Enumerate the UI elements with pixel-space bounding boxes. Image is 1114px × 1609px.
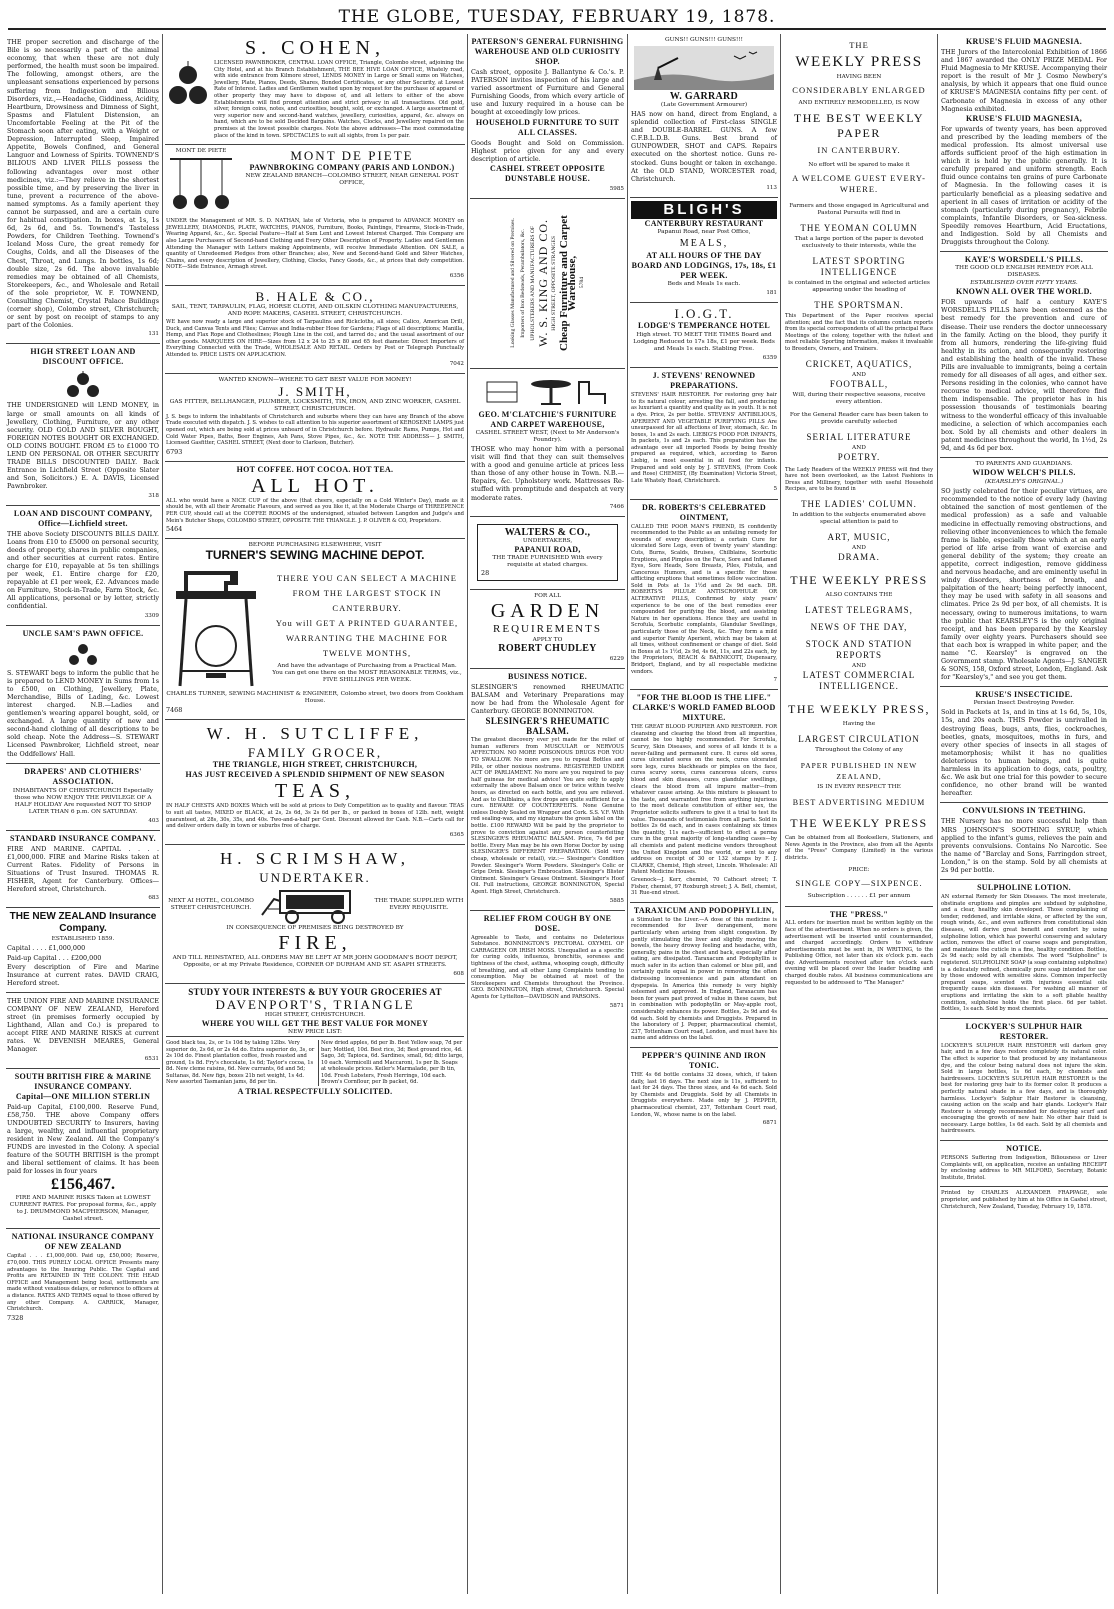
ad-subtitle: Persian Insect Destroying Powder. bbox=[973, 700, 1075, 707]
ad-title: WALTERS & CO., bbox=[504, 526, 591, 538]
stevens-ad bbox=[630, 368, 778, 499]
ad-title: THE WEEKLY PRESS bbox=[790, 815, 928, 830]
ad-title: KRUSE'S FLUID MAGNESIA. bbox=[965, 37, 1083, 46]
ad-body: THE above Society DISCOUNTS BILLS DAILY. Loans from £10 to £5000 on personal security, deeds of property, shares in public companies, and other securities at current rates. Entire charge for £10, repayable at 5s ten shillings per week, £1. Entire charge for £20, repayable at £1 per week, £2. Advances made on Furniture, Stock-in-Trade, Farm Stock, &c. All applications, personal or by letter, strictly confidential. bbox=[7, 529, 159, 611]
bligh-ad bbox=[630, 198, 778, 303]
ad-body: Agreeable to Taste, and contains no Deleterious Substance. BONNINGTON'S PECTORAL OXYMEL OF CARRAGEEN OR IRISH MOSS. Unequalled as a specific for curing colds, influenza, bronchitis, soreness and tightness of the chest, asthma, whooping cough, difficulty of breathing, and all other Lung Complaints tending to consumption. May be obtained at most of the Storekeepers and Chemists throughout the Province. GEO. BONNINGTON, High street, Christchurch. Special Agents for Lyttelton—DAVIDSON and PARSONS. bbox=[471, 934, 624, 1000]
ad-body: ALL who would have a NICE CUP of the above (that cheers, especially on a Cold Winter's Day), made as it should be, with all their Aromatic Flavours, and served as you like it, at the Moderate Charge of THREEPENCE PER CUP, should call at the COFFEE ROOMS of the undersigned, situated between Langdon and Judge's and Mein's Butcher Shops, COLOMBO STREET, OPPOSITE THE TRIANGLE. J. P. OLIVER & CO, Proprietors. bbox=[166, 497, 464, 524]
ad-title: SLESINGER'S RHEUMATIC BALSAM. bbox=[485, 716, 610, 737]
ad-line: TWELVE MONTHS, bbox=[322, 647, 412, 658]
ad-line: Throughout the Colony of any bbox=[815, 746, 903, 753]
uncle-sams-ad bbox=[6, 626, 160, 764]
king-ad bbox=[470, 199, 625, 369]
ad-body: Paid-up Capital, £100,000. Reserve Fund, £58,750. THE above Company offers UNDOUBTED SECURITY to Insurers, having a large, wealthy, and influential proprietary resident in New Zealand. All the Company's FUNDS are invested in the Colony. A special feature of the SOUTH BRITISH is the prompt and liberal settlement of claims. It has been paid for losses in four years bbox=[7, 1102, 159, 1176]
kruse-insecticide-ad bbox=[940, 687, 1108, 803]
ad-body: STEVENS' HAIR RESTORER. For restoring grey hair to its natural colour, arresting the fall, and producing as luxuriant a quantity and quality as in youth. It is not a dye. Price, 2s per bottle. STEVENS' ANTIBILIOUS, APERIENT AND VEGETABLE PURIFYING PILLS Are unsurpassed for all affections of liver, stomach, &c. In boxes, 1s and 2s each. LIEBIG'S FOOD FOR INFANTS, In packets, 1s and 2s each. This preparation has the advantage over all imported Foods by being freshly prepared as required, which, according to Baron Liebig, is most essential in all food for infants. Prepared and sold only by J. STEVENS, (From Cook and Rose) CHEMIST, (By Examination) Victoria Street, Late Whately Road, Christchurch. bbox=[631, 392, 777, 484]
price-list: New dried apples, 6d per lb. Best Yellow soap, 7d per bar; Mottled, 10d. Best rice, 3d; Best ground rice, 4d. Sago, 3d; Tapioca, 6d. Sardines, small, 6d; ditto large, 10 each. Vermicelli and Maccaroni, 1s per lb. Soaps at wholesale prices. Keiler's Marmalade, per lb tin, 10d. Fresh Lobsters, Fresh Herrings, 10d each. Brown's Cornflour, per lb packet, 6d. bbox=[318, 1040, 464, 1086]
column-2 bbox=[165, 34, 465, 1594]
ad-title: BUSINESS NOTICE. bbox=[507, 671, 588, 681]
pawn-balls-icon bbox=[66, 641, 100, 667]
ad-subtitle: PAWNBROKING COMPANY (PARIS AND LONDON.) bbox=[249, 163, 455, 173]
ad-subtitle: KNOWN ALL OVER THE WORLD. bbox=[956, 287, 1092, 297]
pawn-balls-icon bbox=[63, 369, 103, 399]
ad-title: LOAN AND DISCOUNT COMPANY, Office—Lichfield street. bbox=[13, 508, 153, 528]
ad-subtitle: PAPANUI ROAD, bbox=[514, 544, 581, 554]
walters-ad bbox=[470, 517, 625, 590]
ad-title: DRAPERS' AND CLOTHIERS' ASSOCIATION. bbox=[24, 766, 142, 786]
ad-body: This Department of the Paper receives special attention; and the fact that its columns contain reports from its special correspondents of all the principal Race Meetings of the colony, together with the fullest and most reliable Sporting information, makes it invaluable to Breeders, Owners, and Trainers. bbox=[785, 313, 933, 352]
ad-number: 5885 bbox=[609, 897, 624, 904]
ad-line: IN CANTERBURY. bbox=[817, 145, 901, 155]
hale-ad bbox=[165, 286, 465, 374]
column-rule bbox=[780, 34, 781, 1594]
ad-line: NEXT AI HOTEL, COLOMBO STREET CHRISTCHURCH. bbox=[168, 897, 254, 911]
ad-body: THE Nursery has no more successful help than MRS JOHNSON'S SOOTHING SYRUP, which applied to the infant's gums, relieves the pain and prevents convulsions. Contains No Narcotic. See the name of "Barclay and Sons, Farringdon street, London," is on the stamp. Sold by all chemists at 2s 9d per bottle. bbox=[941, 817, 1107, 874]
ad-body: J. S. begs to inform the inhabitants of Christchurch and suburbs where they can have any Branch of the above Trade executed with dispatch. J. S. wishes to call attention to his superior assortment of KEROSENE LAMPS just opened out, which are being sold at prices unheard of in Christchurch before. Hydraulic Rams, Pumps, Hot and Cold Water Pipes, Baths, Beer Engines, Ash Pans, Stove Pipes, &c., &c. NOTE THE ADDRESS— J. SMITH, Licensed Gasfitter, CASHEL STREET, (Next door to Clarkson, Butcher). bbox=[166, 413, 464, 447]
ad-body: WE have now ready a large and superior stock of Tarpaulins and Rickcloths, all sizes; Calico, American Drill, Duck, and Canvas Tents and Flies; Canvas and India-rubber Hose for Gardens; Flags of all descriptions; Manilla, Hemp, and Flax Rope and Clotheslines; Plough Line in the coil, and tarred do.; and the usual assortment of our other goods. MARQUEES ON HIRE—Sizes from 12 x 24 to 25 x 80 and 65 feet diameter. Direct Importers of Everything Connected with the Trade, WHOLESALE AND RETAIL. Orders by Post or Telegraph Punctually Attended to. PRICE LISTS ON APPLICATION. bbox=[166, 319, 464, 359]
price-list: Good black tea, 2s, or 1s 10d by taking 12lbs. Very superior do, 2s 6d, or 2s 4d do. Extra superior do, 3s, or 2s 10d do. Finest plantation coffee, fresh roasted and ground, 1s 8d. Fry's chocolate, 1s 6d; Taylor's cocoa, 1s 8d. New cleme raisins, 6d. New currants, 6d and 5d; Sultanas, 8d. New figs, boxes 21b net weight, 1s 4d. New assorted Tasmanian jams, 8d per tin. bbox=[166, 1039, 315, 1086]
hearse-icon bbox=[260, 885, 370, 925]
bonnington-cough-ad bbox=[470, 911, 625, 1015]
ad-title: NOTICE. bbox=[1006, 1144, 1042, 1154]
ad-line: FOOTBALL, bbox=[829, 378, 889, 389]
ad-title: W. GARRARD bbox=[669, 91, 739, 102]
ad-title: W. S. KING AND CO. bbox=[536, 218, 551, 347]
ad-footer: CHARLES TURNER, SEWING MACHINIST & ENGINEER, Colombo street, two doors from Cookham House. bbox=[166, 691, 464, 705]
south-british-ad bbox=[6, 1069, 160, 1230]
ad-body: ALL orders for insertion must be written legibly on the face of the advertisement. When no orders is given, the advertisement will be inserted until countermanded, and charged accordingly. Orders to withdraw advertisements must be sent in, IN WRITING, to the Publishing Office, not later than six o'clock p.m. each day. Advertisements received after ten o'clock each evening will be placed over the leader heading and charged double rates. All business communications are requested to be addressed to "The Manager." bbox=[785, 920, 933, 986]
ad-line: Paid-up Capital . . . £200,000 bbox=[7, 953, 102, 962]
ad-line: HIGH STREET, OPPOSITE STRANGES bbox=[550, 235, 557, 331]
ad-number: 181 bbox=[766, 289, 777, 296]
ad-line: POETRY. bbox=[837, 451, 881, 462]
ad-number: 608 bbox=[453, 970, 464, 977]
ad-line: Farmers and those engaged in Agricultural and Pastoral Pursuits will find in bbox=[789, 203, 929, 216]
ad-line: AND ENTIRELY REMODELLED, IS NOW bbox=[798, 100, 920, 106]
slesinger-ad bbox=[470, 669, 625, 911]
all-hot-ad bbox=[165, 462, 465, 539]
ad-line: ALSO CONTAINS THE bbox=[825, 591, 893, 598]
ad-title: S. COHEN, bbox=[244, 37, 385, 59]
pawn-balls-icon bbox=[166, 59, 210, 109]
ad-number: 7468 bbox=[166, 706, 183, 715]
sewing-machine-icon bbox=[166, 561, 266, 691]
ad-number: 7466 bbox=[609, 503, 624, 510]
ad-subtitle: NEW ZEALAND BRANCH—COLOMBO STREET, NEAR GENERAL POST OFFICE, bbox=[245, 173, 459, 187]
ad-line: LARGEST CIRCULATION bbox=[798, 733, 920, 744]
cohen-ad bbox=[165, 34, 465, 145]
printer-imprint: Printed by CHARLES ALEXANDER FRAPPAGE, sole proprietor, and published by him at his Office in Cashel street, Christchurch, New Zealand, Tuesday, February 19, 1878. bbox=[941, 1190, 1107, 1210]
ad-line: IS IN EVERY RESPECT THE bbox=[817, 783, 901, 790]
kruse-magnesia-ad bbox=[940, 34, 1108, 252]
ad-subtitle: UNDERTAKERS, bbox=[522, 537, 573, 544]
ad-line: CRICKET, AQUATICS, bbox=[805, 358, 913, 369]
ad-title: FIRE, bbox=[278, 931, 352, 954]
garrard-ad bbox=[630, 34, 778, 198]
ad-line: THE LADIES' COLUMN. bbox=[801, 498, 917, 509]
ad-line: AND bbox=[852, 544, 866, 551]
ad-line: AND bbox=[852, 662, 866, 669]
ad-title: RELIEF FROM COUGH BY ONE DOSE. bbox=[483, 913, 612, 933]
ad-title: THE WEEKLY PRESS bbox=[790, 572, 928, 587]
ad-body: UNDER the Management of MR. S. D. NATHAN, late of Victoria, who is prepared to ADVANCE MONEY on JEWELLERY, DIAMONDS, PLATE, WATCHES, PIANOS, Furniture, Books, Paintings, Firearms, Stock-in-Trade, Wearing Apparel, &c., &c. Special Feature—Half at Sum Lent and Lowest Interest Charged. This Company are also Large Purchasers of Second-hand Clothing and Every Other Description of Property. Ladies and Gentlemen Attending the Manager with Letters making Appointments, will receive Immediate Attention. ON SALE, a quantity of Unredeemed Pledges from other Branches; also, New and Second-hand Gold and Silver Watches, Chains, and every description of Jewellery, Clothing, Clocks, Fancy Goods, &c., at prices that defy competition. NOTE—Side Entrance, Armagh street. bbox=[166, 218, 464, 271]
paterson-ad bbox=[470, 34, 625, 199]
notice-ad bbox=[940, 1141, 1108, 1187]
ad-title: UNCLE SAM'S PAWN OFFICE. bbox=[22, 628, 144, 638]
ad-number: 6531 bbox=[144, 1055, 159, 1062]
ad-line: UPHOLSTERERS AND MANUFACTURERS OF bbox=[530, 225, 537, 341]
column-3 bbox=[470, 34, 625, 1594]
ad-subtitle: HIGH STREET, CHRISTCHURCH. bbox=[264, 1011, 366, 1018]
ad-title: PEPPER'S QUININE AND IRON TONIC. bbox=[641, 1051, 767, 1070]
drapers-ad bbox=[6, 764, 160, 831]
ad-line: STOCK AND STATION REPORTS bbox=[805, 638, 913, 660]
ad-subtitle: CASHEL STREET OPPOSITE DUNSTABLE HOUSE. bbox=[490, 163, 605, 183]
ad-line: Importers of Iron Bedsteads, Perambulators, &c. bbox=[520, 228, 527, 338]
mont-de-piete-ad bbox=[165, 145, 465, 286]
ad-title: BLIGH'S bbox=[631, 201, 777, 219]
ad-body: HAS now on hand, direct from England, a splendid collection of First-class SINGLE and DOUBLE-BARREL GUNS. A few C.F.B.L.D.B. Guns. Best brand of GUNPOWDER, SHOT and CAPS. Repairs executed on the shortest notice. Guns re-stocked. Guns bought or taken in exchange. At the OLD STAND, WORCESTER road, Christchurch. bbox=[631, 110, 777, 183]
taraxicum-ad bbox=[630, 903, 778, 1048]
ad-title: HOUSEHOLD FURNITURE TO SUIT ALL CLASSES. bbox=[475, 117, 620, 137]
ad-title: TEAS, bbox=[275, 780, 355, 803]
ad-label: BEFORE PURCHASING ELSEWHERE, VISIT bbox=[248, 542, 382, 549]
weekly-press-ad bbox=[783, 34, 935, 988]
ad-line: AND bbox=[852, 444, 866, 451]
ad-body: FIRE AND MARINE RISKS Taken at LOWEST CURRENT RATES. For proposal forms, &c., apply to J. DRUMMOND MACPHERSON, Manager, Cashel street. bbox=[9, 1195, 157, 1223]
furniture-illustration bbox=[483, 374, 613, 408]
ad-number: 6365 bbox=[449, 831, 464, 838]
turner-sewing-ad bbox=[165, 539, 465, 720]
ad-figure: £156,467. bbox=[51, 1176, 115, 1194]
ad-subtitle: FAMILY GROCER, bbox=[247, 745, 383, 761]
ad-subtitle: REQUIREMENTS bbox=[493, 622, 602, 635]
ad-title: ALL HOT. bbox=[251, 474, 379, 497]
ad-number: 5985 bbox=[609, 185, 624, 192]
ad-body: THE Jurors of the Intercolonial Exhibition of 1866 and 1867 awarded the ONLY PRIZE MEDAL For Fluid Magnesia to Mr KRUSE. Accompanying their report is the result of Mr J. Cosmo Newbery's analysis, by which it appears that one fluid ounce of KRUSE'S MAGNESIA contains fifty per cent. of Carbonate of Magnesia in excess of any other Magnesia exhibited. bbox=[941, 48, 1107, 113]
pepper-tonic-ad bbox=[630, 1048, 778, 1132]
mclatchie-ad bbox=[470, 369, 625, 517]
ad-line: DRAMA. bbox=[838, 551, 880, 562]
ad-number: 6229 bbox=[609, 655, 624, 662]
ad-label: APPLY TO bbox=[532, 636, 563, 643]
ad-title: CLARKE'S WORLD FAMED BLOOD MIXTURE. bbox=[632, 703, 776, 723]
ad-title: NATIONAL INSURANCE COMPANY OF NEW ZEALAND bbox=[11, 1232, 155, 1252]
ad-line: LATEST SPORTING INTELLIGENCE bbox=[812, 256, 906, 277]
ad-body: THE proper secretion and discharge of the Bile is so necessarily a part of the animal economy, that when these are not duly performed, the health must soon be impaired. The following, amongst others, are the unpleasant sensations experienced by persons suffering from Indigestion and Bilious Disorders, viz.,—Headache, Giddiness, Acidity, Heartburn, Drowsiness and Dimness of Sight, Spasms and Flatulent Distension, an Uncomfortable Feeling at the Pit of the Stomach soon after eating, with a Weight or Depression, Interrupted Sleep, Impaired Appetite, Bowels Confined, and General Languor and Lowness of Spirits. TOWNEND'S BILIOUS AND LIVER PILLS possess the following advantages over most other medicines, viz.:—They relieve in the shortest possible time, and by preserving the liver in tune, prevent a recurrence of the above-named symptoms. As a family aperient they cannot be surpassed, and are a certain cure for habitual constipation. In boxes, at 1s, 1s 6d, 2s 6d, and 5s. Townend's Tasteless Powders, for Children Teething. Townend's Iceland Moss Cure, the great remedy for Coughs, Colds, and all the Diseases of the Chest, Throat, and Lungs. In bottles, 1s 6d; double size, 2s 6d. The above invaluable remedies may be obtained of all Chemists, Storekeepers, &c., and Wholesale and Retail of the sole proprietor, W. F. TOWNEND, Consulting Chemist, Crystal Palace Buildings (corner shop), Colombo street, Christchurch; or sent by post on receipt of stamps to any part of the Colonies. bbox=[7, 38, 159, 330]
ad-subtitle: CANTERBURY RESTAURANT bbox=[644, 218, 764, 228]
convulsions-ad bbox=[940, 803, 1108, 880]
ad-number: 7042 bbox=[449, 360, 464, 367]
ad-title: CONVULSIONS IN TEETHING. bbox=[962, 806, 1086, 816]
ad-subtitle: HAS JUST RECEIVED A SPLENDID SHIPMENT OF NEW SEASON bbox=[185, 770, 445, 780]
ad-line: And have the advantage of Purchasing from a Practical Man. bbox=[277, 662, 457, 669]
ad-title: SOUTH BRITISH FIRE & MARINE INSURANCE COMPANY. bbox=[14, 1071, 152, 1091]
lockyer-ad bbox=[940, 1019, 1108, 1141]
column-1 bbox=[6, 34, 160, 1594]
ad-body: THOSE who may honor him with a personal visit will find that they can suit themselves with a good and genuine article at prices less than those of any other house in Town. N.B.—Repairs, &c. Upholstery work. Mattresses Re-stuffed with promptitude and despatch at very moderate rates. bbox=[471, 444, 624, 502]
ad-label: FOR ALL bbox=[534, 592, 561, 599]
ad-label: STUDY YOUR INTERESTS & BUY YOUR GROCERIES AT bbox=[188, 986, 442, 997]
ad-title: DAVENPORT'S, TRIANGLE bbox=[215, 996, 415, 1012]
ad-line: That a large portion of the paper is devoted exclusively to their interests, while the bbox=[794, 236, 924, 249]
ad-number: 6871 bbox=[762, 1120, 777, 1127]
ad-label: MONT DE PIETE bbox=[175, 148, 227, 155]
roberts-ad bbox=[630, 500, 778, 691]
ad-title: KRUSE'S INSECTICIDE. bbox=[975, 690, 1073, 700]
ad-body: For upwards of twenty years, has been approved and prescribed by the leading members of the medical profession. Its almost universal use affords sufficient proof of the high estimation in which it is held by the public generally. It is carefully prepared and uniform strength. Each fluid ounce contains ten grains of pure Carbonate of Magnesia. In the following cases it is particularly beneficial as a pleasing sedative and aperient in all cases of irritation or acidity of the stomach (particularly during pregnancy), Febrile complaints, Infantile Disorders, or Sea-sickness. Speedily removes Heartburn, Acid Eructations, and Indigestion. Sold by all Chemists and Druggists throughout the Colony. bbox=[941, 124, 1107, 247]
ad-line: is contained in the original and selected articles appearing under the heading of bbox=[788, 280, 930, 293]
ad-line: You will GET A PRINTED GUARANTEE, bbox=[275, 617, 459, 628]
ad-label: "FOR THE BLOOD IS THE LIFE." bbox=[636, 693, 772, 703]
ad-title: WIDOW WELCH'S PILLS. bbox=[972, 468, 1076, 478]
ad-title: WEEKLY PRESS bbox=[795, 54, 923, 70]
ad-subtitle: (Late Government Armourer) bbox=[660, 102, 748, 108]
ad-title: Cheap Furniture and Carpet Warehouse, bbox=[557, 215, 578, 351]
ad-line: No effort will be spared to make it bbox=[808, 162, 910, 168]
iogt-ad bbox=[630, 303, 778, 368]
ad-line: THE SPORTSMAN. bbox=[814, 300, 904, 310]
ad-line: LATEST TELEGRAMS, bbox=[805, 604, 913, 615]
ad-title: I.O.G.T. bbox=[674, 306, 734, 322]
ad-body: AND TILL REINSTATED, ALL ORDERS MAY BE LEFT AT MR JOHN GOODMAN'S BOOT DEPOT, Opposite, or at my Private Residence, CORNER OF DURHAM AND ST. ASAPH STREETS. bbox=[172, 954, 458, 968]
ad-number: 3309 bbox=[144, 612, 159, 619]
ad-line: CONSIDERABLY ENLARGED bbox=[792, 85, 926, 95]
ad-subtitle: CASHEL STREET WEST, (Next to Mr Anderson's Foundry). bbox=[475, 429, 620, 443]
ad-label: HOT COFFEE. HOT COCOA. HOT TEA. bbox=[236, 464, 394, 474]
scrimshaw-ad bbox=[165, 845, 465, 984]
ad-body: THE GREAT BLOOD PURIFIER AND RESTORER. FOR cleansing and clearing the blood from all impurities, cannot be too highly recommended. For Scrofula, Scurvy, Skin Diseases, and sores of all kinds it is a never-failing and permanent cure. It cures old sores, cures ulcerated sores on the neck, cures ulcerated sore legs, cures blackheads or pimples on the face, cures scurvy sores, cures cancerous ulcers, cures blood and skin diseases, cures glandular swellings, clears the blood from all impure matter—from whatever cause arising. As this mixture is pleasant to the taste, and warranted free from anything injurious to the most delicate constitution of either sex, the Proprietor solicits sufferers to give it a trial to test its value. Thousands of testimonials from all parts. Sold in bottles 2s 6d each, and in cases containing six times the quantity, 11s each—sufficient to effect a perma cure in the great majority of long-standing cases—by all chemists and patent medicine vendors throughout the United Kingdom and the world, or sent to any address on receipt of 30 or 132 stamps by F. J. CLARKE, Chemist, High street, Lincoln. Wholesale: All Patent Medicine Houses. bbox=[631, 724, 777, 876]
ad-title: STANDARD INSURANCE COMPANY. bbox=[10, 833, 156, 843]
standard-insurance-ad bbox=[6, 831, 160, 909]
ad-line: Looking Glasses Manufactured and Silvered on Premises. bbox=[510, 218, 517, 348]
ad-title: TARAXICUM AND PODOPHYLLIN, bbox=[633, 905, 775, 915]
ad-line: THE bbox=[849, 40, 869, 50]
ad-body: AN external Remedy for Skin Diseases. The most inveterate, obstinate eruptions and pimples are subdued by sulpholine, and a clear, healthy skin developed. Those complaining of tender, reddened, and irritable skins, or affected by the sun, rough winds, &c., and even sufferers from constitutional skin diseases, will derive great benefit and comfort by using sulpholine lotion, which has powerful conserving and salutary action, removes the effect of coarse soaps and perspiration, and maintains the cuticle in a fine, healthy condition. Bottles, 2s 9d each; sold by all chemists. The word "Sulpholine" is registered. SULPHOLINE SOAP (a soap containing sulpholine) is a delicately refined, chemically pure soap intended for use by those endowed with sensitive skins. Common imperfectly prepared soaps, scented with injurious essential oils frequently cause skin diseases. For washing all manner of eruptions and irritating the skin to a soft pliable healthy condition, sulpholine holds the first place. 6d per tablet. Bottles, 1s each. Sold by most chemists. bbox=[941, 894, 1107, 1013]
ad-line: A WELCOME GUEST EVERY-WHERE. bbox=[792, 173, 926, 194]
sulpholine-ad bbox=[940, 880, 1108, 1019]
ad-body: SLESINGER'S renowned RHEUMATIC BALSAM and Veterinary Preparations may now be had from the Wholesale Agent for Canterbury. GEORGE BONNINGTON. bbox=[471, 682, 624, 716]
ad-line: THE YEOMAN COLUMN bbox=[800, 223, 918, 233]
ad-number: 7328 bbox=[7, 1313, 24, 1322]
ad-title: MEALS, bbox=[679, 237, 729, 249]
ad-line: HAVING BEEN bbox=[836, 74, 882, 80]
ad-title: THE "PRESS." bbox=[785, 906, 933, 920]
ad-line: Beds and Meals 1s each. bbox=[667, 280, 741, 287]
ad-title: KRUSE'S FLUID MAGNESIA, bbox=[965, 113, 1083, 123]
ad-line: Will, during their respective seasons, receive every attention. bbox=[792, 391, 926, 405]
ad-line: SINGLE COPY—SIXPENCE. bbox=[795, 878, 923, 889]
ad-number: 6359 bbox=[762, 355, 777, 362]
ad-label: WANTED KNOWN—WHERE TO GET BEST VALUE FOR MONEY! bbox=[218, 376, 412, 383]
ad-number: 5784 bbox=[578, 277, 585, 289]
ad-body: Greenock—J. Kerr, chemist, 70 Cathcart street; T. Fisher, chemist, 97 Roxburgh street; J. A. Bell, chemist, 31 Rue-end street. bbox=[631, 876, 777, 897]
ad-subtitle: THE TRIANGLE, HIGH STREET, CHRISTCHURCH, bbox=[212, 760, 418, 770]
ad-title: J. SMITH, bbox=[278, 383, 352, 399]
ad-line: In addition to the subjects enumerated above special attention is paid to bbox=[792, 511, 926, 525]
ad-body: SO justly celebrated for their peculiar virtues, are recommended to the notice of every lady (having obtained the sanction of most gentlemen of the medical profession) as a safe and valuable medicine in effectually removing obstructions, and relieving other inconveniences to which the female frame is liable, especially those which at an early period of life arise from want of exercise and general debility of the system; they create an appetite, correct indigestion, remove giddiness and nervous headache, and are eminently useful in windy disorders, shortness of breath, and palpitation of the heart; being perfectly innocent, they may be used with safety in all seasons and climates. Price 2s 9d per box, of all chemists. It is necessary, owing to numerous imitations, to warn the public that KEARSLEY'S is the only original receipt, and has been prepared by the Kearsley family over eighty years. Purchasers should see that each box is wrapped in white paper, and the name "C. Kearsley" is engraved on the Government stamp. Wholesale Agents—J. SANGER & SONS, 158, Oxford street, London, England. Ask for "Kearsley's," and see you get them. bbox=[941, 487, 1107, 682]
ad-body: INHABITANTS OF CHRISTCHURCH Especially those who NOW ENJOY THE PRIVILEGE OF A HALF HOLIDAY Are requested NOT TO SHOP LATER THAN 6 p.m. ON SATURDAY. bbox=[12, 787, 154, 815]
ad-line: NEWS OF THE DAY, bbox=[810, 621, 908, 632]
ad-line: LATEST COMMERCIAL INTELLIGENCE. bbox=[802, 669, 916, 691]
ad-subtitle: Capital—ONE MILLION STERLIN bbox=[15, 1091, 151, 1101]
ad-body: S. STEWART begs to inform the public that he is prepared to LEND MONEY in Sums from 1s to £500, on Clothing, Jewellery, Plate, Merchandise, Bills of Lading, &c. Lowest interest charged. N.B.—Ladies and gentlemen's wearing apparel bought, sold, or exchanged. A large quantity of new and second-hand clothing of all descriptions to be sold cheap. Note the Address—S. STEWART Licensed Pawnbroker, Lichfield street, near the Oddfellows' Hall. bbox=[7, 668, 159, 758]
ad-title: GARDEN bbox=[490, 599, 605, 622]
ad-line: You can get one there on the MOST REASONABLE TERMS, viz., FIVE SHILLINGS PER WEEK. bbox=[272, 669, 462, 683]
ad-body: FIRE AND MARINE. CAPITAL . . . . £1,000,000. FIRE and Marine Risks taken at Current Rates. Fidelity of Persons in Situations of Trust Insured. THOMAS R. FISHER, Agent for Canterbury. Offices—Hereford street, Christchurch. bbox=[7, 844, 159, 894]
ad-number: 28 bbox=[481, 568, 490, 577]
ad-body: THE TRADE FURNISHED With every requisite at stated charges. bbox=[492, 554, 603, 568]
ad-line: FROM THE LARGEST STOCK IN bbox=[292, 587, 442, 598]
national-insurance-ad bbox=[6, 1229, 160, 1326]
ad-subtitle: LODGE'S TEMPERANCE HOTEL bbox=[638, 321, 770, 331]
ad-line: THERE YOU CAN SELECT A MACHINE bbox=[277, 572, 457, 583]
ad-title: PATERSON'S GENERAL FURNISHING WAREHOUSE AND OLD CURIOSITY SHOP. bbox=[471, 37, 624, 66]
ad-footer: A TRIAL RESPECTFULLY SOLICITED. bbox=[237, 1087, 393, 1097]
ad-number: 6356 bbox=[449, 272, 464, 279]
ad-subtitle: (KEARSLEY'S ORIGINAL.) bbox=[984, 479, 1064, 486]
ad-body: The Lady Readers of the WEEKLY PRESS will find they have not been overlooked, as the Latest Fashions in Dress and Millinery, together with useful Household Recipes, are to be found in bbox=[785, 466, 933, 493]
ad-body: PERSONS Suffering from Indigestion, Biliousness or Liver Complaints will, on application, receive an unfailing RECEIPT by enclosing address to MR MILFORD, Secretary, Botanic Institute, Bristol. bbox=[941, 1155, 1107, 1181]
ad-body: LICENSED PAWNBROKER, CENTRAL LOAN OFFICE, Triangle, Colombo street, adjoining the City Hotel, and at his Branch Establishment, THE BEE HIVE LOAN OFFICE, Whately road, with side entrance from Kilmore street, LENDS MONEY in Large or Small sums on Watches, Jewellery, Plate, Pianos, Deeds, Shares, Bonded Certificates, or any other Security, at Lowest Rate of Interest. Ladies and Gentlemen waited upon by request for the purchase of apparel or other property they may have to dispose of, and all letters to either of the above Establishments will find prompt attention and strict privacy in all transactions. Old gold, silver, foreign coins, notes, and curiosities, bought, sold, or exchanged. A large assortment of very superior new and second-hand watches, jewellery, curiosities, apparel, &c. always on hand, which are to be sold Decided Bargains. Watches, Clocks, and Jewellery repaired on the premises at the lowest possible charges. Note the above addresses—The most commodating place of the kind in town. SPECTACLES to suit all sights, from 1s per pair. bbox=[214, 60, 464, 139]
ad-body: Goods Bought and Sold on Commission. Highest price given for any and every description of article. bbox=[471, 138, 624, 163]
kaye-pills-ad bbox=[940, 252, 1108, 458]
ad-line: PAPER PUBLISHED IN NEW ZEALAND, bbox=[800, 760, 918, 781]
ad-body: THE UNION FIRE AND MARINE INSURANCE COMPANY OF NEW ZEALAND, Hereford street (in premises formerly occupied by Lighthand, Allan and Co.) is prepared to accept FIRE AND MARINE RISKS at current rates. W. DEVENISH MEARES, General Manager. bbox=[7, 996, 159, 1054]
ad-title: THE WEEKLY PRESS, bbox=[788, 701, 930, 716]
ad-body: CALLED THE POOR MAN'S FRIEND, IS confidently recommended to the Public as an unfailing remedy for wounds of every description; a certain Cure for ulcerated Sore Legs, even of twenty years' standing: Cuts, Burns, Scalds, Bruises, Chilblains, Scorbutic Eruptions, and Pimples on the Face, Sore and Inflamed Eyes, Sore Heads, Sore Breasts, Piles, Fistula, and Cancerous Humors, and is a specific for those afflicting eruptions that sometimes follow vaccination. Sold in Pots at 1s 1½d and 2s 9d each. DR. ROBERTS'S PILULÆ ANTISCROPHULÆ OR ALTERATIVE PILLS, Confirmed by sixty years' experience to be one of the best remedies ever compounded for purifying the blood, and assisting Nature in her operations. Hence they are useful in Scrofula, Scorbutic complaints, Glandular Swellings, particularly those of the Neck, &c. They form a mild and superior Family Aperient, which may be taken at all times, without confinement or change of diet. Sold in Boxes at 1s 1½d, 2s 9d, 4s 6d, 11s, and 22s each, by the Proprietors, BEACH & BARNICOTT, Dispensary, Bridport, England, and by all respectable medicine vendors. bbox=[631, 523, 777, 675]
ad-body: FOR upwards of half a century KAYE'S WORSDELL'S PILLS have been esteemed as the best remedy for the prevention and cure of disease. Their use renders the doctor unnecessary in the family. Acting on the blood, they purify it from all humors, rendering the life-giving fluid healthy in its action, and consequently restoring and establishing the health of the invalid. These Pills are invaluable to immigrants, being a certain remedy for all diseases of all ages, and either sex. Persons residing in the colonies, who cannot have recourse to medical advice, will therefore find them indispensable. The proprietor has in his possession thousands of testimonials bearing witness to the wonderful efficacy of this invaluable medicine, a selection of which accompanies each box. Sold by all chemists and other dealers in patent medicines throughout the world, In 1½d, 2s 9d, and 4s 6d per box. bbox=[941, 298, 1107, 452]
ad-title: MONT DE PIETE bbox=[290, 148, 414, 164]
ad-title: B. HALE & CO., bbox=[255, 289, 375, 305]
sutcliffe-ad bbox=[165, 720, 465, 844]
column-rule bbox=[937, 34, 938, 1594]
ad-title: DR. ROBERTS'S CELEBRATED OINTMENT, bbox=[642, 502, 766, 522]
ad-line: THE TRADE SUPPLIED WITH EVERY REQUISITE. bbox=[374, 897, 464, 911]
ad-line: For the General Reader care has been taken to provide carefully selected bbox=[789, 411, 929, 425]
ad-subtitle: BOARD AND LODGINGS, 17s, 18s, £1 PER WEEK. bbox=[631, 260, 777, 280]
ad-number: 6793 bbox=[166, 447, 183, 456]
ad-number: 5871 bbox=[609, 1002, 624, 1009]
ad-subtitle: THE GOOD OLD ENGLISH REMEDY FOR ALL DISEASES. bbox=[955, 265, 1093, 279]
ad-number: 5464 bbox=[166, 525, 183, 534]
ad-body: The greatest discovery ever yet made for the relief of human sufferers from MUSCULAR or NERVOUS AFFECTION. NO MORE POISONOUS DRUGS FOR YOU TO SWALLOW. No more are you to repeat Bottles and Pills, or other noxious nostrums. REGISTERED UNDER ACT OF PARLIAMENT. No more are you required to pay half guineas for medical advice! You are only to apply externally the above Balsam once or twice within twelve hours, as directed on each bottle, and you are relieved. And as to Chilblains, a few drops are quite sufficient for a cure. BEWARE OF COUNTERFEITS. None Genuine unless Doubly Sealed on Wrapper and Cork. S.S. V.F. With red sealing-wax, and my signature the green label on the bottle. £100 REWARD Will be paid by the proprietor to prove to conviction against any person counterfeiting SLESINGER'S RHEUMATIC BALSAM. Price, 7s 6d per bottle. Every Man may be his own Horse Doctor by using SLESINGER'S DIFFERENT PREPARATION. (Sold very cheap, wholesale or retail), viz.:— Slesinger's Condition Powder. Slesinger's Worm Powders. Slesinger's Colic or Gripe Drink. Slesinger's Embrocation. Slesinger's Blister Ointment. Slesinger's Grease Ointment. Slesinger's Hoof Oil. Full instructions, GEORGE BONNINGTON, Special Agent. High Street, Christchurch. bbox=[471, 737, 624, 895]
ad-title: HIGH STREET LOAN AND DISCOUNT OFFICE. bbox=[30, 347, 136, 367]
hunting-scene-illustration bbox=[634, 46, 774, 90]
ad-subtitle: Papanui Road, near Post Office, bbox=[657, 228, 751, 235]
ad-line: Having the bbox=[842, 720, 876, 727]
ad-label: GUNS!! GUNS!!! GUNS!!! bbox=[664, 37, 743, 43]
clarke-ad bbox=[630, 690, 778, 902]
ad-line: IN CONSEQUENCE OF PREMISES BEING DESTROYED BY bbox=[226, 924, 404, 931]
ad-subtitle: WHERE YOU WILL GET THE BEST VALUE FOR MONEY bbox=[201, 1018, 429, 1028]
ad-title: J. STEVENS' RENOWNED PREPARATIONS. bbox=[652, 371, 756, 391]
townend-ad bbox=[6, 34, 160, 344]
ad-subtitle: GAS FITTER, BELLHANGER, PLUMBER, LOCKSMITH, TIN, IRON, AND ZINC WORKER, CASHEL STREET, CHRISTCHURCH. bbox=[169, 398, 461, 412]
ad-body: THE 4s 6d bottle contains 32 doses, which, if taken daily, last 16 days. The next size is 11s, sufficient to last for 24 days. The three sizes, and 4s 6d each. Sold by Chemists and Druggists. Sold by all Chemists in Druggists everywhere. Made only by J. PEPPER, pharmaceutical chemist, 237, Tottenham Court road, London, W., whose name is on the label. bbox=[631, 1072, 777, 1118]
ad-subtitle: AT ALL HOURS OF THE DAY bbox=[646, 250, 762, 260]
column-rule bbox=[162, 34, 163, 1594]
ad-subtitle: SAIL, TENT, TARPAULIN, FLAG, HORSE CLOTH, AND OILSKIN CLOTHING MANUFACTURERS, AND ROPE MAKERS, CASHEL STREET, CHRISTCHURCH. bbox=[171, 304, 459, 318]
ad-body: Capital . . . £1,000,000. Paid up, £50,000; Reserve, £70,000. THIS PURELY LOCAL OFFICE Presents many advantages to the Insuring Public. The Capital and Profits are RETAINED IN THE COLONY. THE HEAD OFFICE and Management being local, settlements are made without vexatious delays, or reference to officers at a distance. RATES AND TERMS equal to those offered by any other Company. A. CARRICK, Manager, Christchurch. bbox=[7, 1253, 159, 1313]
ad-line: CANTERBURY. bbox=[332, 602, 402, 613]
ad-title: W. H. SUTCLIFFE, bbox=[206, 724, 424, 744]
column-6 bbox=[940, 34, 1108, 1594]
ad-subtitle: UNDERTAKER. bbox=[259, 869, 371, 885]
ad-line: Capital . . . . £1,000,000 bbox=[7, 944, 86, 953]
ad-title: THE NEW ZEALAND Insurance Company. bbox=[9, 911, 157, 935]
nz-insurance-ad bbox=[6, 908, 160, 992]
ad-line: ART, MUSIC, bbox=[827, 531, 891, 542]
pawn-balls-icon bbox=[168, 155, 234, 215]
ad-line: THE BEST WEEKLY PAPER bbox=[793, 111, 925, 140]
ad-number: 7 bbox=[773, 677, 777, 684]
smith-ad bbox=[165, 374, 465, 462]
ad-label: TO PARENTS AND GUARDIANS. bbox=[975, 461, 1073, 468]
ad-title: H. SCRIMSHAW, bbox=[219, 848, 411, 868]
ad-title: GEO. M'CLATCHIE'S FURNITURE AND CARPET WAREHOUSE, bbox=[478, 409, 617, 429]
ad-line: PRICE: bbox=[848, 867, 870, 874]
ad-body: Every description of Fire and Marine Insurance at current rates. DAVID CRAIG, Hereford street. bbox=[7, 962, 159, 987]
chudley-ad bbox=[470, 590, 625, 669]
ad-number: 683 bbox=[148, 895, 159, 902]
column-rule bbox=[627, 34, 628, 1594]
ad-line: WARRANTING THE MACHINE FOR bbox=[285, 632, 449, 643]
ad-body: THE UNDERSIGNED will LEND MONEY, in large or small amounts on all kinds of Jewellery, Clothing, Furniture, or any other security. OLD GOLD AND SILVER BOUGHT, FOREIGN NOTES BOUGHT OR EXCHANGED. OLD COINS BOUGHT. FROM £5 to £1000 TO LEND ON PERSONAL OR OTHER SECURITY TRADE BILLS DISCOUNTED DAILY. Back Entrance in Lichfield Street (Opposite Slater and Son, Solicitors.) E. A. DAVIS, Licensed Pawnbroker. bbox=[7, 401, 159, 491]
ad-body: IN HALF CHESTS AND BOXES Which will be sold at prices to Defy Competition as to quality and flavour. TEAS to suit all tastes, MIXED or BLACK, at 2s, 2s 6d, 3s 2s 6d per lb., or packed in boxes of 12lb. nett, weight guaranteed, at 28s, 30s, 35s, and 40s. Two-and-a-half per Cent. Discount allowed for Cash. N.B.—Carts call for and deliver orders daily in town or suburbs free of charge. bbox=[166, 803, 464, 830]
ad-body: High street. TO MEET THE TIMES Board and Lodging Reduced to 17s 18s, £1 per week. Beds and Meals 1s each. Stabling Free. bbox=[633, 332, 775, 353]
ad-title: SULPHOLINE LOTION. bbox=[977, 883, 1071, 893]
ad-subtitle: NEW PRICE LIST: bbox=[288, 1028, 342, 1035]
ad-number: 131 bbox=[148, 331, 159, 338]
ad-body: Can be obtained from all Booksellers, Stationers, and News Agents in the Province, also from all the Agents of the "Press" Company (Limited) in the various districts. bbox=[785, 834, 933, 861]
column-rule bbox=[467, 34, 468, 1594]
ad-body: Cash street, opposite J. Ballantyne & Co.'s. P. PATERSON invites inspection of his large and varied assortment of Furniture and General Furnishing Goods, from which every article of use and luxury required in a house can be bought at exceedingly low prices. bbox=[471, 68, 624, 117]
column-4 bbox=[630, 34, 778, 1594]
ad-title: LOCKYER'S SULPHUR HAIR RESTORER. bbox=[965, 1021, 1083, 1041]
ad-number: 5 bbox=[773, 486, 777, 493]
column-5 bbox=[783, 34, 935, 1594]
ad-subtitle: ESTABLISHED OVER FIFTY YEARS. bbox=[970, 280, 1078, 287]
ad-line: AND bbox=[852, 371, 866, 378]
masthead: THE GLOBE, TUESDAY, FEBRUARY 19, 1878. bbox=[8, 4, 1106, 30]
ad-line: BEST ADVERTISING MEDIUM bbox=[792, 797, 926, 807]
ad-title: KAYE'S WORSDELL'S PILLS. bbox=[964, 255, 1084, 265]
union-fire-ad bbox=[6, 993, 160, 1069]
ad-number: 403 bbox=[148, 817, 159, 824]
widow-welch-ad bbox=[940, 458, 1108, 687]
loan-discount-ad bbox=[6, 506, 160, 626]
davis-loan-ad bbox=[6, 344, 160, 505]
ad-line: Subscription . . . . . . £1 per annum bbox=[807, 893, 911, 900]
ad-subtitle: ESTABLISHED 1859. bbox=[51, 936, 115, 943]
ad-body: Sold in Packets at 1s, and in tins at 1s 6d, 5s, 10s, 15s, and 20s each. THIS Powder is unrivalled in destroying fleas, bugs, ants, flies, cockroaches, beetles, gnats, mosquitoes, moths in furs, and every other species of insects in all stages of metamorphosis; whilst it has no qualities deleterious to human beings, and is quite harmless in its application to dogs, cats, poultry, &c. We ask but one trial for this powder to secure confidence, no other brand will be wanted hereafter. bbox=[941, 708, 1107, 798]
ad-line: SERIAL LITERATURE bbox=[806, 431, 912, 442]
ad-body: a Stimulant to the Liver.—A dose of this medicine is recommended for liver derangement, more particularly when arising from slight congestion. By gently stimulating the liver and slightly moving the bowels, the heavy drowsy feeling and headache, with, generally, pains in the chest and back, especially after eating, are dissipated. Taraxacum and Podophyllin is much safer in its action than calomel or blue pill, and certainly quite equal in power in removing the often distressing inconvenience and pain attendant on dyspepsia. In America this remedy is very highly esteemed and approved. In England, Taraxacum has been for years past proved of value in these cases, but in combination with podophyllin or May-apple root, considerably enhances its power. Bottles, 2s 9d and 4s 6d each. Sold by chemists and Druggists. Prepared in the laboratory of J. Pepper, pharmaceutical chemist, 237, Tottenham Court road, London, and must have his name and address on the label. bbox=[631, 916, 777, 1042]
ad-title: TURNER'S SEWING MACHINE DEPOT. bbox=[205, 548, 425, 563]
ad-subtitle: ROBERT CHUDLEY bbox=[498, 642, 597, 654]
ad-number: 113 bbox=[766, 184, 777, 191]
davenport-ad bbox=[165, 984, 465, 1101]
ad-body: LOCKYER'S SULPHUR HAIR RESTORER will darken grey hair, and in a few days restore completely its natural color. The effect is superior to that produced by any instantaneous dye, and the colour being natural does not injure the skin. Sold in large bottles, 1s 6d each, by chemists and hairdressers. LOCKYER'S SULPHUR HAIR RESTORER is the best for restoring grey hair to its former color. It produces a perfectly natural shade in a few days, and is thoroughly harmless. Lockyer's Sulphur Hair Restorer is cleansing, causing action on the scalp and hair glands. Lockyer's Hair Restorer is strongly recommended for destroying scurf and encouraging the growth of new hair. No other hair fluid is necessary. Large bottles, 1s 6d each. Sold by all chemists and hairdressers. bbox=[941, 1042, 1107, 1135]
ad-number: 318 bbox=[148, 492, 159, 499]
